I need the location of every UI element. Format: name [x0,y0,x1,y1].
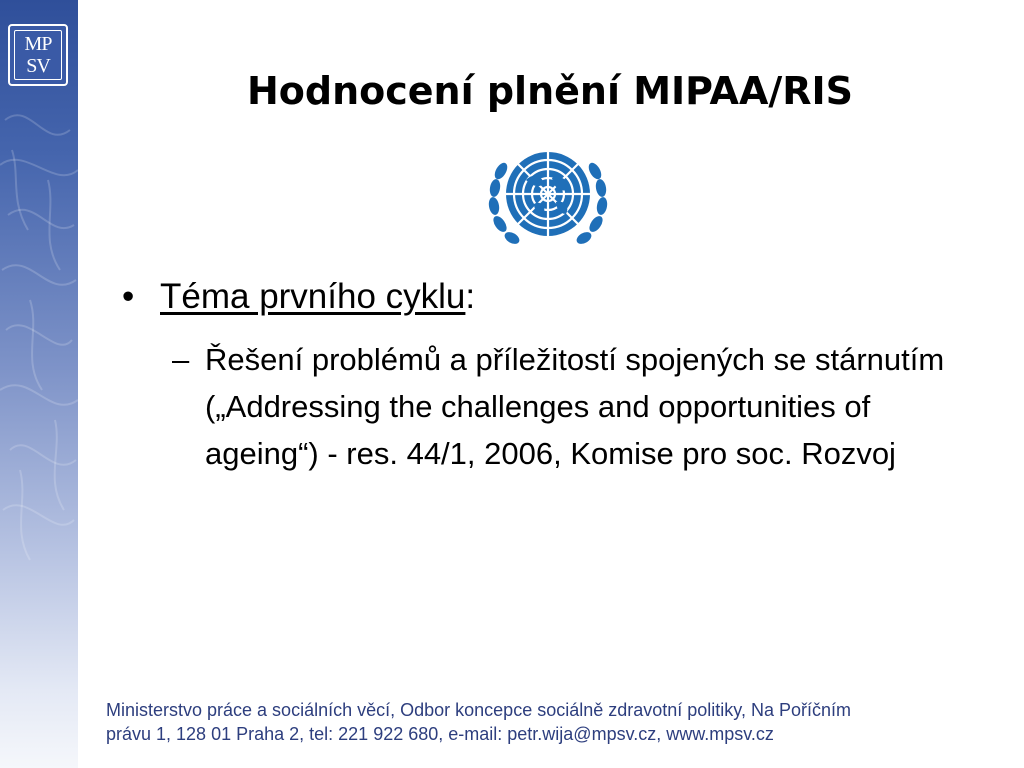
mpsv-logo [8,24,68,86]
footer-line-2: právu 1, 128 01 Praha 2, tel: 221 922 680, e-mail: petr.wija@mpsv.cz, www.mpsv.cz [106,724,774,744]
logo-text-line2: SV [26,55,50,77]
sub-bullet-marker: – [172,342,190,377]
bullet-suffix: : [465,277,476,316]
un-emblem-icon [486,142,610,252]
decorative-pattern [0,0,78,768]
bullet-marker: • [122,277,135,316]
side-band [0,0,78,768]
bullet-link-text[interactable]: Téma prvního cyklu [160,277,466,316]
footer [106,698,986,746]
sub-bullet-text: Řešení problémů a příležitostí spojených se stárnutím („Addressing the challenges and opportunities of ageing“) - res. 44/1, 2006, Komise pro soc. Rozvoj [205,342,945,471]
footer-line-1: Ministerstvo práce a sociálních věcí, Odbor koncepce sociálně zdravotní politiky, Na Poříčním [106,700,851,720]
bullet-item [122,272,475,322]
slide-title: Hodnocení plnění MIPAA/RIS [246,69,853,113]
logo-text-line1: MP [24,33,52,55]
sub-bullet-item [172,336,962,477]
